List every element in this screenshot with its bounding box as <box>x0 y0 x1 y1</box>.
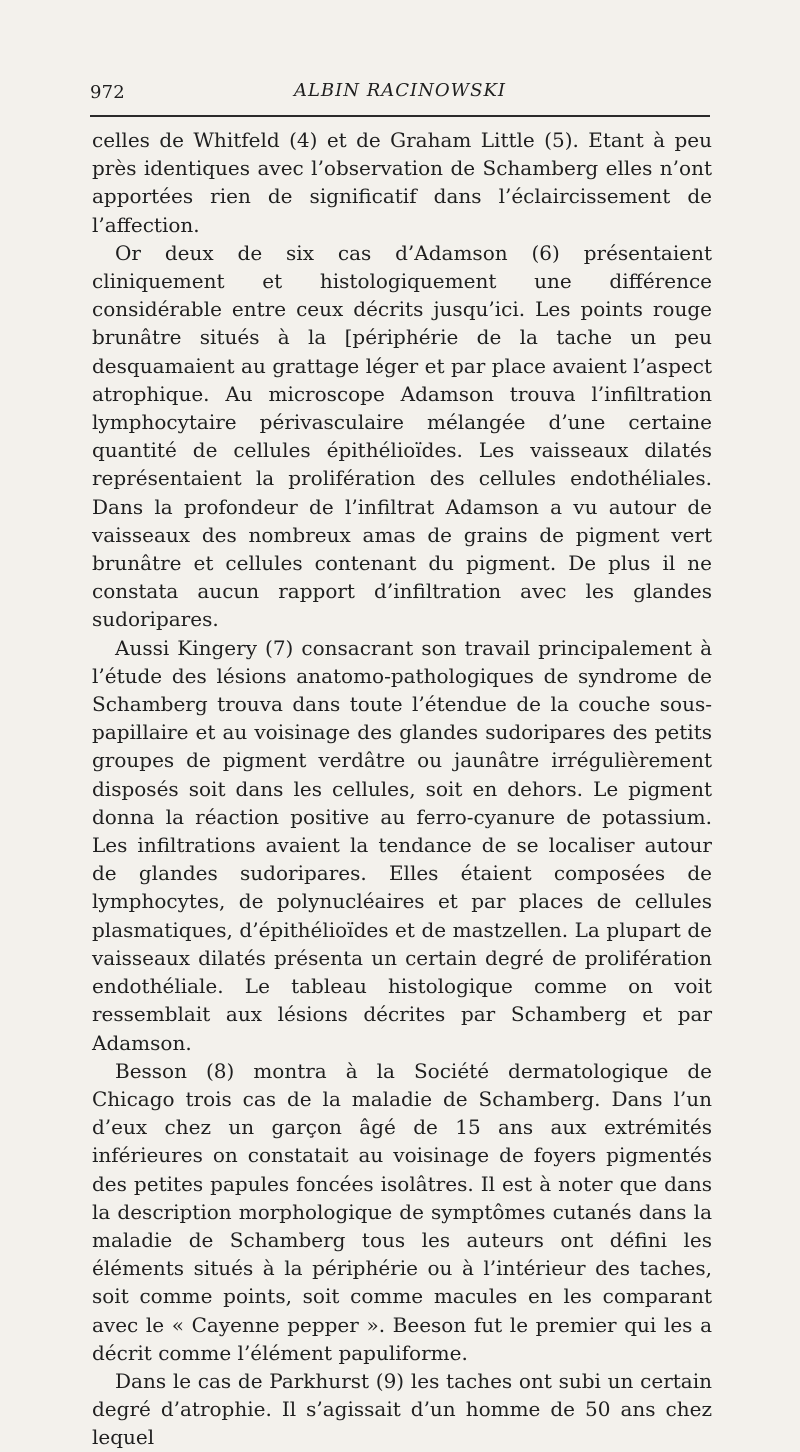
paragraph: Dans le cas de Parkhurst (9) les taches ont subi un certain degré d’atrophie. Il s’agissait d’un homme de 50 ans chez lequel <box>92 1368 712 1450</box>
body-text <box>92 126 712 1452</box>
page-number: 972 <box>90 82 125 103</box>
page-header <box>90 80 710 114</box>
paragraph: Or deux de six cas d’Adamson (6) présentaient cliniquement et histologiquement une différence considérable entre ceux décrits jusqu’ici. Les points rouge brunâtre situés à la [périphérie de la tache un peu desquamaient au grattage léger et par place avaient l’aspect atrophique. Au microscope Adamson trouva l’infiltration lymphocytaire périvasculaire mélangée d’une certaine quantité de cellules épithélioïdes. Les vaisseaux dilatés représentaient la prolifération des cellules endothéliales. Dans la profondeur de l’infiltrat Adamson a vu autour de vaisseaux des nombreux amas de grains de pigment vert brunâtre et cellules contenant du pigment. De plus il ne constata aucun rapport d’infiltration avec les glandes sudoripares. <box>92 240 712 632</box>
paragraph: celles de Whitfeld (4) et de Graham Little (5). Etant à peu près identiques avec l’observation de Schamberg elles n’ont apportées rien de significatif dans l’éclaircissement de l’affection. <box>92 128 712 237</box>
header-rule <box>90 115 710 117</box>
paragraph: Aussi Kingery (7) consacrant son travail principalement à l’étude des lésions anatomo-pathologiques de syndrome de Schamberg trouva dans toute l’étendue de la couche sous-papillaire et au voisinage des glandes sudoripares des petits groupes de pigment verdâtre ou jaunâtre irrégulièrement disposés soit dans les cellules, soit en dehors. Le pigment donna la réaction positive au ferro-cyanure de potassium. Les infiltrations avaient la tendance de se localiser autour de glandes sudoripares. Elles étaient composées de lymphocytes, de polynucléaires et par places de cellules plasmatiques, d’épithélioïdes et de mastzellen. La plupart de vaisseaux dilatés présenta un certain degré de prolifération endothéliale. Le tableau histologique comme on voit ressemblait aux lésions décrites par Schamberg et par Adamson. <box>92 635 712 1055</box>
paragraph: Besson (8) montra à la Société dermatologique de Chicago trois cas de la maladie de Schamberg. Dans l’un d’eux chez un garçon âgé de 15 ans aux extrémités inférieures on constatait au voisinage de foyers pigmentés des petites papules foncées isolâtres. Il est à noter que dans la description morphologique de symptômes cutanés dans la maladie de Schamberg tous les auteurs ont défini les éléments situés à la périphérie ou à l’intérieur des taches, soit comme points, soit comme macules en les comparant avec le « Cayenne pepper ». Beeson fut le premier qui les a décrit comme l’élément papuliforme. <box>92 1058 712 1365</box>
running-title: ALBIN RACINOWSKI <box>293 80 507 101</box>
